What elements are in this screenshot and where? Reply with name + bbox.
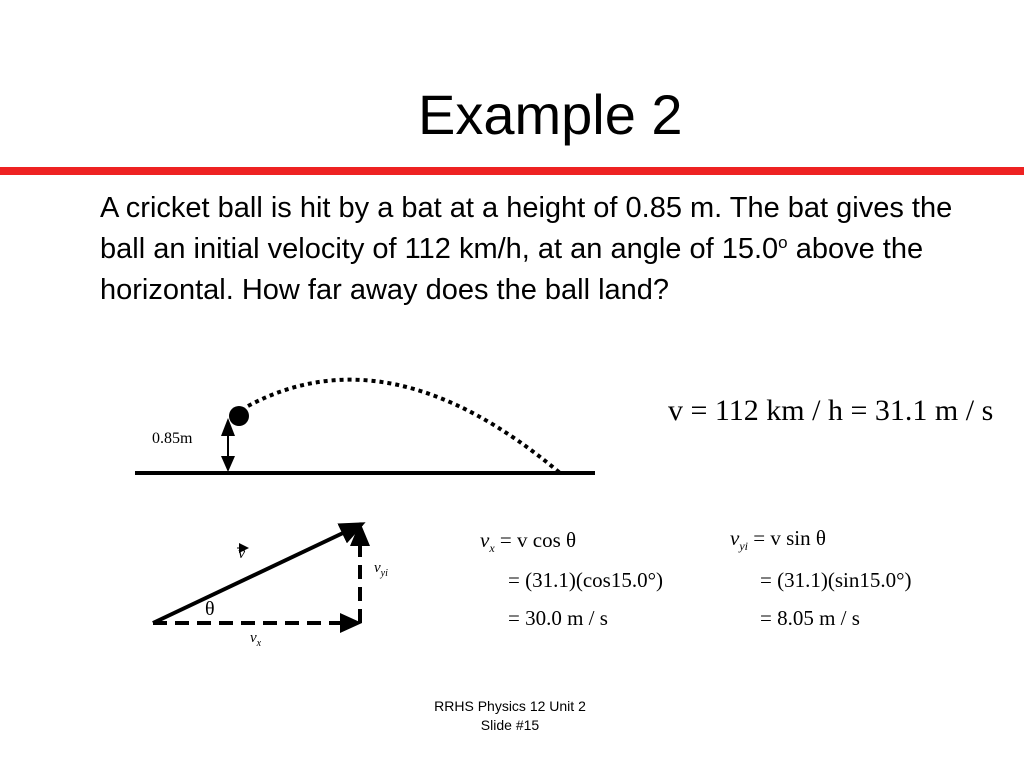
degree-superscript: o — [778, 233, 788, 252]
problem-text-end: above the horizontal. How far away does the ball land? — [100, 233, 924, 306]
velocity-conversion-equation: v = 112 km / h = 31.1 m / s — [668, 394, 994, 427]
vy-equation-line1: $v_{yi} = v$ sin θ — [730, 526, 826, 554]
vy-label: $v_{yi}$ — [374, 560, 388, 579]
vy-equation-line2: = (31.1)(sin15.0°) — [760, 568, 912, 592]
vy-equation-sub: yi — [739, 539, 748, 554]
cricket-ball — [229, 406, 249, 426]
slide-footer — [410, 697, 610, 735]
vx-label: $v_x$ — [250, 630, 262, 649]
vx-label-sub: x — [256, 638, 262, 649]
footer-course: RRHS Physics 12 Unit 2 — [434, 698, 586, 714]
velocity-vector-label: v — [238, 545, 246, 562]
vy-label-sub: yi — [380, 568, 388, 579]
problem-text-start: A cricket ball is hit by a bat at a height of 0.85 m. The bat gives the ball an initial velocity of 112 km/h, at an angle of 15.0 — [100, 192, 953, 265]
vx-equation-sub: x — [489, 541, 495, 556]
footer-slide-number: Slide #15 — [480, 717, 540, 733]
trajectory-dotted-path — [248, 380, 560, 473]
slide-title: Example 2 — [418, 83, 683, 146]
height-arrow-down-head — [221, 456, 235, 472]
vx-equation-line1: $v_x = v$ cos θ — [480, 528, 577, 556]
vx-equation-line3: = 30.0 m / s — [508, 606, 608, 630]
velocity-vector-arrow — [153, 524, 362, 623]
vx-equation-line2: = (31.1)(cos15.0°) — [508, 568, 663, 592]
vy-arrow-head — [350, 522, 370, 546]
vy-equation-line3: = 8.05 m / s — [760, 606, 860, 630]
angle-theta-label: θ — [205, 598, 215, 620]
height-label: 0.85m — [152, 430, 193, 447]
